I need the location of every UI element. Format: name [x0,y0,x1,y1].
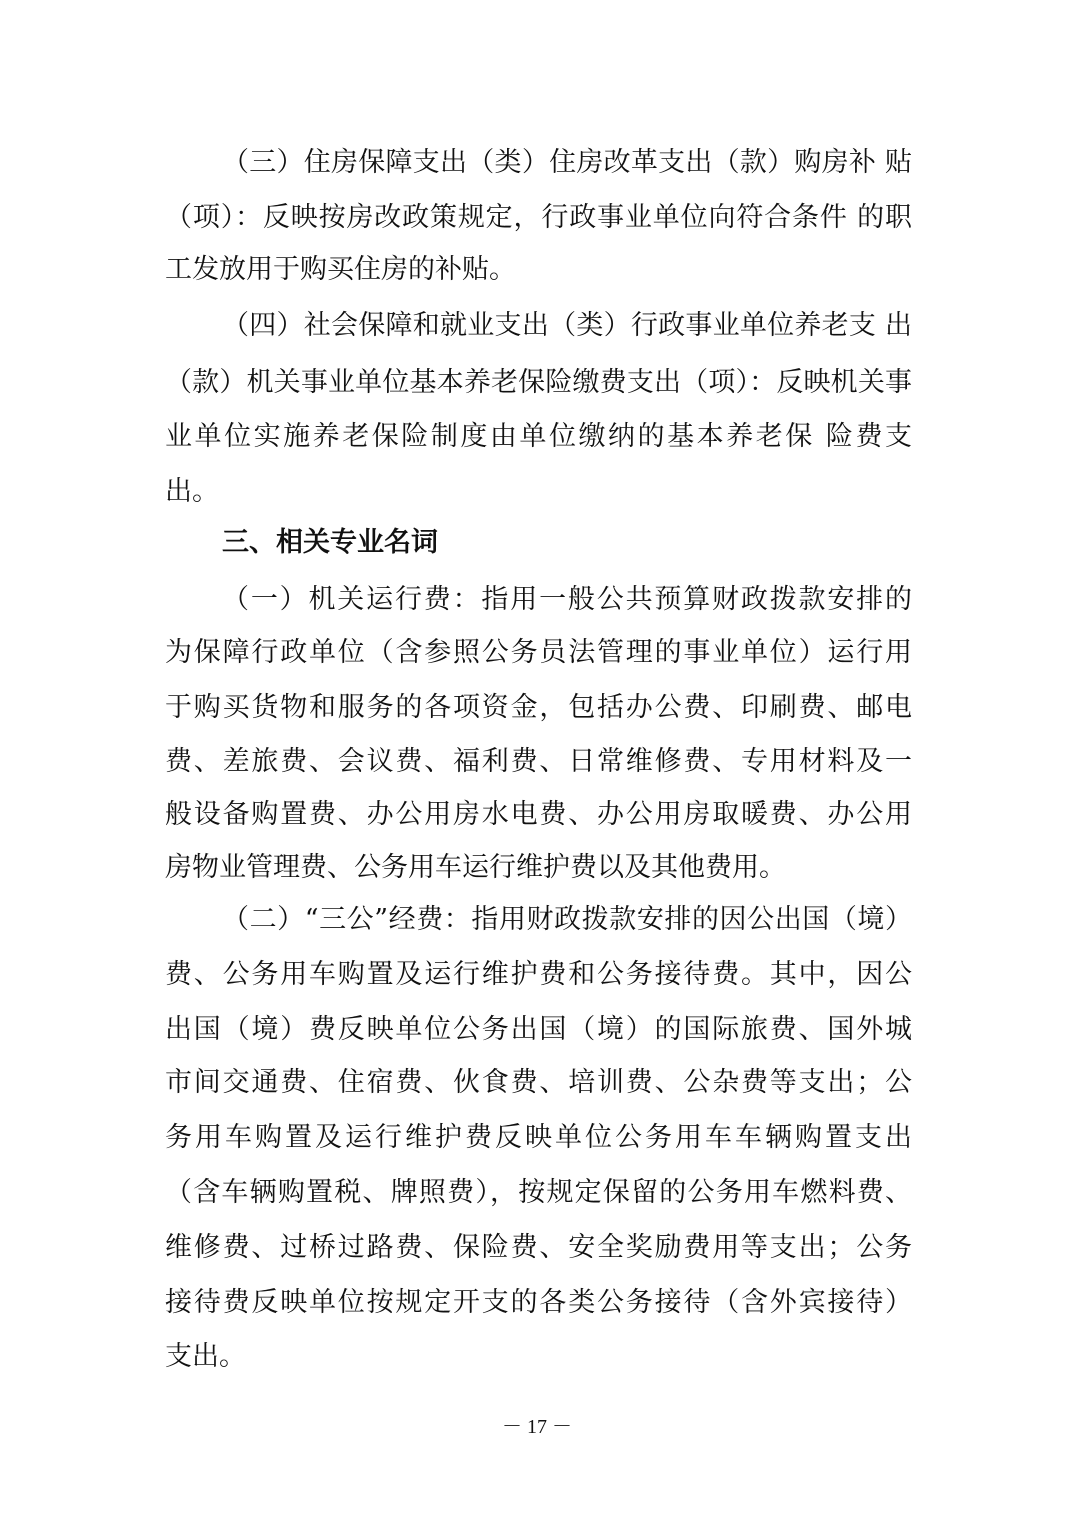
text-line: 接待费反映单位按规定开支的各类公务接待（含外宾接待） [165,1287,912,1318]
text-line: 出国（境）费反映单位公务出国（境）的国际旅费、国外城 [165,1014,912,1045]
text-line: 为保障行政单位（含参照公务员法管理的事业单位）运行用 [165,637,912,668]
text-line: 般设备购置费、办公用房水电费、办公用房取暖费、办公用 [165,799,912,830]
text-line: （含车辆购置税、牌照费），按规定保留的公务用车燃料费、 [165,1177,912,1208]
text-line: （款）机关事业单位基本养老保险缴费支出（项）：反映机关事 [165,367,912,398]
text-line: 市间交通费、住宿费、伙食费、培训费、公杂费等支出；公 [165,1067,912,1098]
text-line: 支出。 [165,1341,246,1372]
text-line: （三）住房保障支出（类）住房改革支出（款）购房补 贴 [222,147,912,178]
text-line: 于购买货物和服务的各项资金，包括办公费、印刷费、邮电 [165,692,912,723]
text-line: 务用车购置及运行维护费反映单位公务用车车辆购置支出 [165,1122,912,1153]
text-line: 费、公务用车购置及运行维护费和公务接待费。其中，因公 [165,959,912,990]
text-line: （一）机关运行费：指用一般公共预算财政拨款安排的 [222,584,912,615]
text-line: （四）社会保障和就业支出（类）行政事业单位养老支 出 [222,310,912,341]
text-line: 维修费、过桥过路费、保险费、安全奖励费用等支出；公务 [165,1232,912,1263]
text-line: 出。 [165,476,219,507]
text-line: （项）：反映按房改政策规定，行政事业单位向符合条件 的职 [165,202,912,233]
text-line: 工发放用于购买住房的补贴。 [165,254,516,285]
section-heading: 三、相关专业名词 [222,527,438,558]
page-number: － 17 － [502,1416,572,1438]
text-line: 费、差旅费、会议费、福利费、日常维修费、专用材料及一 [165,746,912,777]
text-line: 房物业管理费、公务用车运行维护费以及其他费用。 [165,852,786,883]
text-line: （二）“三公”经费：指用财政拨款安排的因公出国（境） [222,904,912,935]
text-line: 业单位实施养老保险制度由单位缴纳的基本养老保 险费支 [165,421,912,452]
